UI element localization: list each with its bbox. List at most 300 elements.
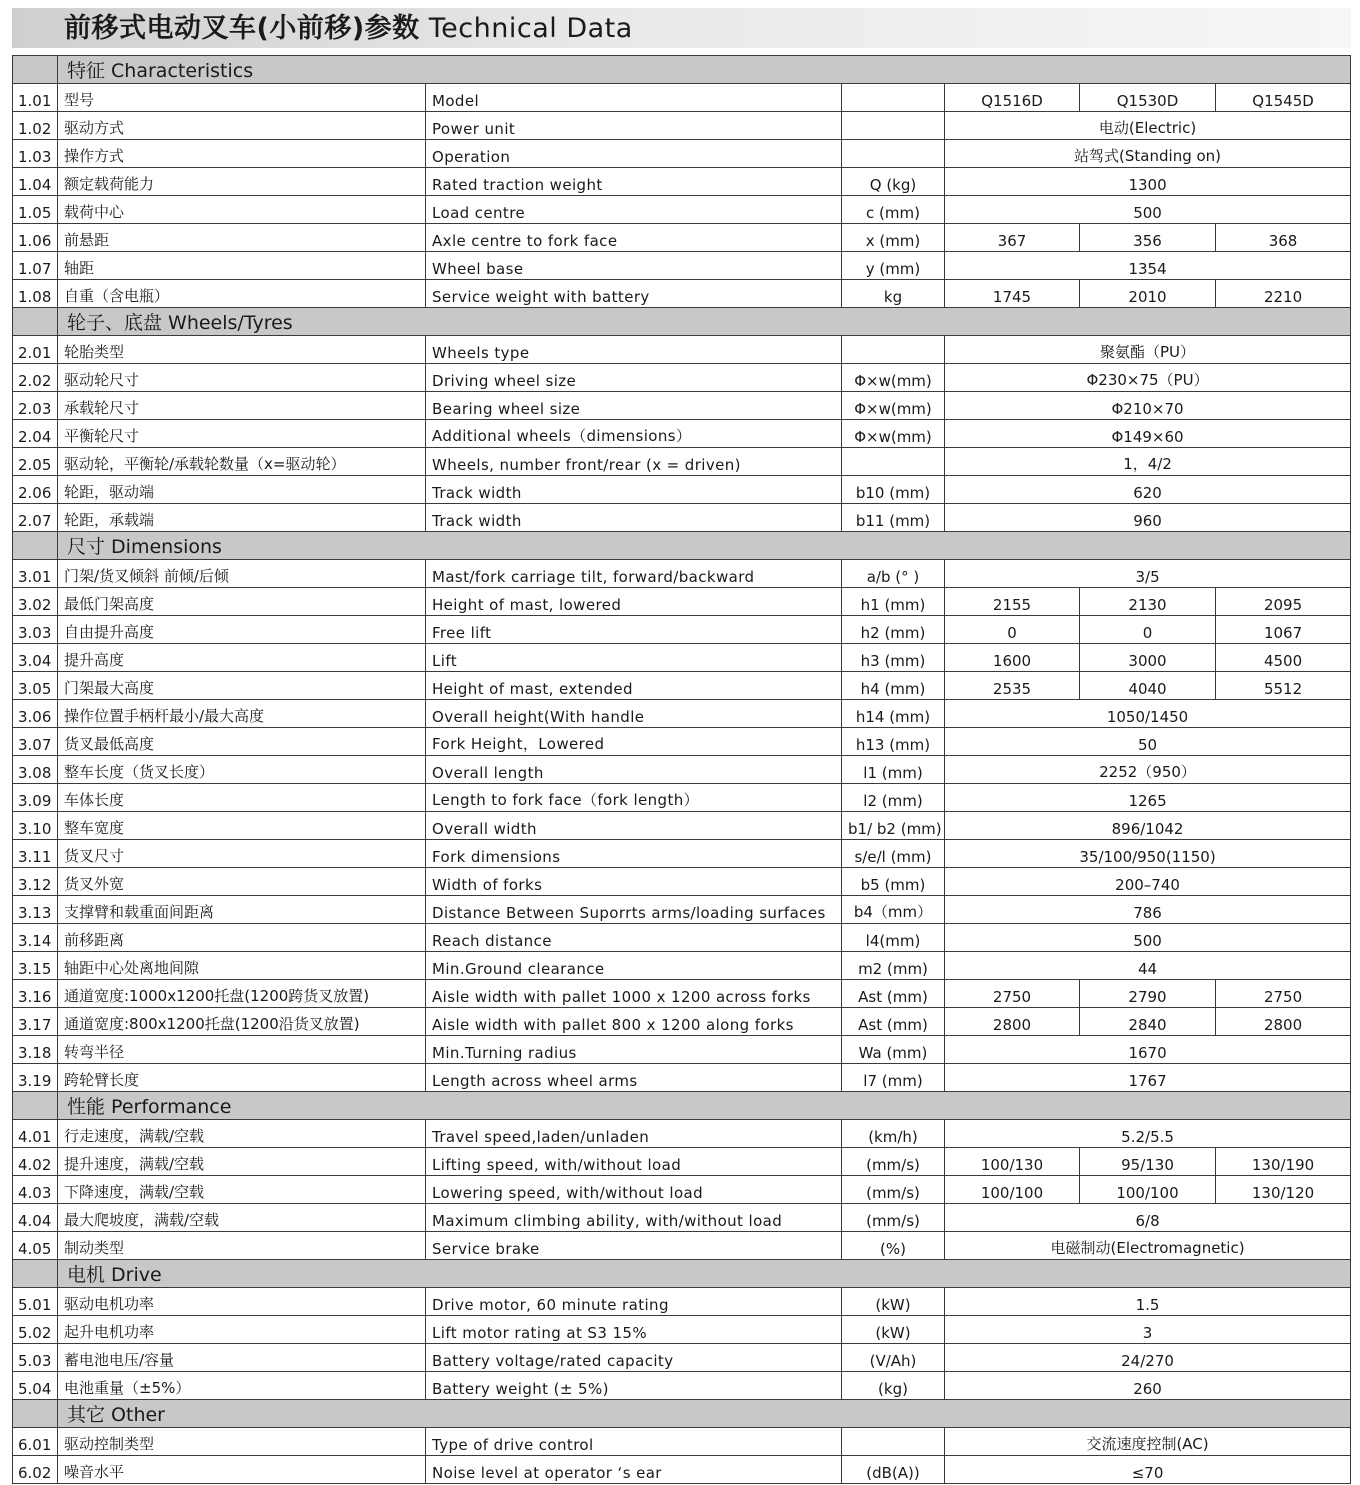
table-row xyxy=(13,420,1351,448)
row-label-en: Fork Height，Lowered xyxy=(426,728,842,756)
table-row xyxy=(13,84,1351,112)
row-number: 3.05 xyxy=(13,672,58,700)
row-label-en: Aisle width with pallet 1000 x 1200 across forks xyxy=(426,980,842,1008)
row-number: 3.17 xyxy=(13,1008,58,1036)
row-unit xyxy=(842,1428,945,1456)
table-row xyxy=(13,196,1351,224)
row-number: 3.01 xyxy=(13,560,58,588)
row-value: 0 xyxy=(1080,616,1216,644)
row-label-en: Wheel base xyxy=(426,252,842,280)
row-label-en: Aisle width with pallet 800 x 1200 along forks xyxy=(426,1008,842,1036)
row-value: 500 xyxy=(945,924,1351,952)
row-number: 2.03 xyxy=(13,392,58,420)
table-row xyxy=(13,448,1351,476)
row-label-cn: 下降速度，满载/空载 xyxy=(58,1176,426,1204)
row-value: 3 xyxy=(945,1316,1351,1344)
row-value: 1354 xyxy=(945,252,1351,280)
table-row xyxy=(13,588,1351,616)
row-label-en: Wheels type xyxy=(426,336,842,364)
row-label-cn: 轮距，驱动端 xyxy=(58,476,426,504)
row-number: 5.04 xyxy=(13,1372,58,1400)
row-number: 1.07 xyxy=(13,252,58,280)
row-unit: Ast (mm) xyxy=(842,980,945,1008)
row-label-cn: 通道宽度:800x1200托盘(1200沿货叉放置) xyxy=(58,1008,426,1036)
section-header xyxy=(13,532,1351,560)
row-value: 1，4/2 xyxy=(945,448,1351,476)
table-row xyxy=(13,1232,1351,1260)
row-label-cn: 支撑臂和载重面间距离 xyxy=(58,896,426,924)
row-label-en: Height of mast, lowered xyxy=(426,588,842,616)
row-number: 4.02 xyxy=(13,1148,58,1176)
row-label-en: Load centre xyxy=(426,196,842,224)
row-label-en: Maximum climbing ability, with/without load xyxy=(426,1204,842,1232)
row-number: 4.04 xyxy=(13,1204,58,1232)
section-header-blank xyxy=(13,56,58,84)
row-label-cn: 操作位置手柄杆最小/最大高度 xyxy=(58,700,426,728)
row-unit: l1 (mm) xyxy=(842,756,945,784)
row-unit: b4（mm） xyxy=(842,896,945,924)
row-value: 1.5 xyxy=(945,1288,1351,1316)
section-title: 性能 Performance xyxy=(58,1092,1351,1120)
row-number: 3.06 xyxy=(13,700,58,728)
row-label-en: Fork dimensions xyxy=(426,840,842,868)
row-number: 4.03 xyxy=(13,1176,58,1204)
row-number: 3.13 xyxy=(13,896,58,924)
row-unit: c (mm) xyxy=(842,196,945,224)
row-label-cn: 制动类型 xyxy=(58,1232,426,1260)
title-bar xyxy=(12,8,1351,48)
row-unit: (kg) xyxy=(842,1372,945,1400)
row-label-en: Width of forks xyxy=(426,868,842,896)
row-label-en: Free lift xyxy=(426,616,842,644)
row-label-en: Length to fork face（fork length） xyxy=(426,784,842,812)
table-row xyxy=(13,336,1351,364)
row-number: 2.07 xyxy=(13,504,58,532)
row-unit xyxy=(842,84,945,112)
row-value: 聚氨酯（PU） xyxy=(945,336,1351,364)
table-row xyxy=(13,700,1351,728)
row-unit xyxy=(842,336,945,364)
row-value: 100/100 xyxy=(1080,1176,1216,1204)
row-label-en: Mast/fork carriage tilt, forward/backward xyxy=(426,560,842,588)
table-row xyxy=(13,1148,1351,1176)
section-header xyxy=(13,308,1351,336)
row-label-en: Power unit xyxy=(426,112,842,140)
row-label-cn: 自重（含电瓶） xyxy=(58,280,426,308)
table-row xyxy=(13,952,1351,980)
row-unit: y (mm) xyxy=(842,252,945,280)
row-value: 2130 xyxy=(1080,588,1216,616)
row-label-cn: 蓄电池电压/容量 xyxy=(58,1344,426,1372)
row-unit: Ast (mm) xyxy=(842,1008,945,1036)
table-row xyxy=(13,1064,1351,1092)
row-value: 2252（950） xyxy=(945,756,1351,784)
table-row xyxy=(13,504,1351,532)
row-unit: x (mm) xyxy=(842,224,945,252)
row-value: 5.2/5.5 xyxy=(945,1120,1351,1148)
table-row xyxy=(13,616,1351,644)
row-number: 1.02 xyxy=(13,112,58,140)
row-value: 2010 xyxy=(1080,280,1216,308)
row-value: 95/130 xyxy=(1080,1148,1216,1176)
row-label-cn: 驱动电机功率 xyxy=(58,1288,426,1316)
row-value: 3/5 xyxy=(945,560,1351,588)
section-header-blank xyxy=(13,1092,58,1120)
section-header-blank xyxy=(13,308,58,336)
table-row xyxy=(13,112,1351,140)
row-value: 0 xyxy=(945,616,1080,644)
row-label-en: Height of mast, extended xyxy=(426,672,842,700)
row-label-en: Service weight with battery xyxy=(426,280,842,308)
row-unit: m2 (mm) xyxy=(842,952,945,980)
row-label-en: Overall length xyxy=(426,756,842,784)
row-label-cn: 货叉最低高度 xyxy=(58,728,426,756)
row-unit: (km/h) xyxy=(842,1120,945,1148)
table-row xyxy=(13,560,1351,588)
row-label-cn: 平衡轮尺寸 xyxy=(58,420,426,448)
row-value: 1767 xyxy=(945,1064,1351,1092)
row-label-cn: 提升高度 xyxy=(58,644,426,672)
row-number: 5.01 xyxy=(13,1288,58,1316)
row-label-cn: 轮距，承载端 xyxy=(58,504,426,532)
section-header xyxy=(13,56,1351,84)
row-value: 50 xyxy=(945,728,1351,756)
row-unit: (mm/s) xyxy=(842,1176,945,1204)
section-header-blank xyxy=(13,1400,58,1428)
row-unit xyxy=(842,112,945,140)
table-row xyxy=(13,224,1351,252)
row-value: 620 xyxy=(945,476,1351,504)
row-label-en: Travel speed,laden/unladen xyxy=(426,1120,842,1148)
row-value: ≤70 xyxy=(945,1456,1351,1484)
row-label-en: Reach distance xyxy=(426,924,842,952)
row-unit: b11 (mm) xyxy=(842,504,945,532)
row-unit: Φ×w(mm) xyxy=(842,392,945,420)
row-value: 896/1042 xyxy=(945,812,1351,840)
row-label-cn: 前悬距 xyxy=(58,224,426,252)
table-row xyxy=(13,1456,1351,1484)
row-unit: h3 (mm) xyxy=(842,644,945,672)
row-number: 3.07 xyxy=(13,728,58,756)
row-unit: b1/ b2 (mm) xyxy=(842,812,945,840)
row-label-cn: 承载轮尺寸 xyxy=(58,392,426,420)
row-label-cn: 整车长度（货叉长度） xyxy=(58,756,426,784)
table-row xyxy=(13,252,1351,280)
row-number: 3.08 xyxy=(13,756,58,784)
row-value: 6/8 xyxy=(945,1204,1351,1232)
row-value: Q1530D xyxy=(1080,84,1216,112)
row-label-cn: 起升电机功率 xyxy=(58,1316,426,1344)
row-value: Φ230×75（PU） xyxy=(945,364,1351,392)
table-row xyxy=(13,812,1351,840)
row-value: Φ210×70 xyxy=(945,392,1351,420)
row-label-cn: 噪音水平 xyxy=(58,1456,426,1484)
row-label-en: Overall width xyxy=(426,812,842,840)
row-number: 3.14 xyxy=(13,924,58,952)
row-label-en: Min.Ground clearance xyxy=(426,952,842,980)
row-value: 44 xyxy=(945,952,1351,980)
section-title: 尺寸 Dimensions xyxy=(58,532,1351,560)
row-number: 6.02 xyxy=(13,1456,58,1484)
row-label-en: Wheels, number front/rear (x = driven) xyxy=(426,448,842,476)
section-title: 其它 Other xyxy=(58,1400,1351,1428)
row-label-cn: 行走速度，满载/空载 xyxy=(58,1120,426,1148)
table-row xyxy=(13,364,1351,392)
row-label-cn: 操作方式 xyxy=(58,140,426,168)
row-value: 2800 xyxy=(1216,1008,1351,1036)
row-value: 站驾式(Standing on) xyxy=(945,140,1351,168)
row-unit: a/b (° ) xyxy=(842,560,945,588)
table-row xyxy=(13,1008,1351,1036)
row-label-cn: 驱动轮尺寸 xyxy=(58,364,426,392)
row-value: 35/100/950(1150) xyxy=(945,840,1351,868)
row-label-cn: 轮胎类型 xyxy=(58,336,426,364)
row-unit xyxy=(842,448,945,476)
row-number: 3.03 xyxy=(13,616,58,644)
row-label-cn: 车体长度 xyxy=(58,784,426,812)
row-value: 1050/1450 xyxy=(945,700,1351,728)
row-number: 3.02 xyxy=(13,588,58,616)
row-value: 100/100 xyxy=(945,1176,1080,1204)
row-unit: Wa (mm) xyxy=(842,1036,945,1064)
row-number: 4.05 xyxy=(13,1232,58,1260)
row-label-cn: 提升速度，满载/空载 xyxy=(58,1148,426,1176)
row-label-en: Type of drive control xyxy=(426,1428,842,1456)
row-number: 1.03 xyxy=(13,140,58,168)
row-value: 130/120 xyxy=(1216,1176,1351,1204)
row-unit: h2 (mm) xyxy=(842,616,945,644)
row-value: Q1516D xyxy=(945,84,1080,112)
row-number: 3.19 xyxy=(13,1064,58,1092)
title-en: Technical Data xyxy=(428,13,633,44)
row-number: 3.10 xyxy=(13,812,58,840)
row-value: 2840 xyxy=(1080,1008,1216,1036)
row-value: 5512 xyxy=(1216,672,1351,700)
row-unit: l2 (mm) xyxy=(842,784,945,812)
row-unit: (dB(A)) xyxy=(842,1456,945,1484)
spec-table-body xyxy=(13,56,1351,1484)
row-label-cn: 货叉尺寸 xyxy=(58,840,426,868)
row-unit: (%) xyxy=(842,1232,945,1260)
table-row xyxy=(13,1344,1351,1372)
row-unit: s/e/l (mm) xyxy=(842,840,945,868)
row-number: 2.01 xyxy=(13,336,58,364)
row-label-en: Lowering speed, with/without load xyxy=(426,1176,842,1204)
table-row xyxy=(13,280,1351,308)
section-title: 轮子、底盘 Wheels/Tyres xyxy=(58,308,1351,336)
row-label-en: Axle centre to fork face xyxy=(426,224,842,252)
row-number: 1.01 xyxy=(13,84,58,112)
table-row xyxy=(13,1316,1351,1344)
row-value: 2095 xyxy=(1216,588,1351,616)
row-value: 100/130 xyxy=(945,1148,1080,1176)
table-row xyxy=(13,728,1351,756)
table-row xyxy=(13,644,1351,672)
table-row xyxy=(13,980,1351,1008)
table-row xyxy=(13,896,1351,924)
row-label-en: Lift motor rating at S3 15% xyxy=(426,1316,842,1344)
row-number: 5.02 xyxy=(13,1316,58,1344)
row-number: 1.04 xyxy=(13,168,58,196)
row-label-cn: 型号 xyxy=(58,84,426,112)
row-unit: (kW) xyxy=(842,1316,945,1344)
row-label-en: Rated traction weight xyxy=(426,168,842,196)
row-unit: (V/Ah) xyxy=(842,1344,945,1372)
row-label-en: Drive motor, 60 minute rating xyxy=(426,1288,842,1316)
row-number: 1.06 xyxy=(13,224,58,252)
row-unit: Q (kg) xyxy=(842,168,945,196)
section-header xyxy=(13,1092,1351,1120)
row-label-cn: 驱动轮，平衡轮/承载轮数量（x=驱动轮） xyxy=(58,448,426,476)
row-number: 3.16 xyxy=(13,980,58,1008)
row-label-en: Model xyxy=(426,84,842,112)
row-value: 24/270 xyxy=(945,1344,1351,1372)
table-row xyxy=(13,392,1351,420)
row-label-cn: 轴距中心处离地间隙 xyxy=(58,952,426,980)
row-number: 2.04 xyxy=(13,420,58,448)
table-row xyxy=(13,1204,1351,1232)
section-title: 电机 Drive xyxy=(58,1260,1351,1288)
row-unit: h13 (mm) xyxy=(842,728,945,756)
table-row xyxy=(13,140,1351,168)
row-value: 2800 xyxy=(945,1008,1080,1036)
row-value: 2750 xyxy=(1216,980,1351,1008)
row-value: 786 xyxy=(945,896,1351,924)
row-label-en: Noise level at operator ‘s ear xyxy=(426,1456,842,1484)
row-unit: Φ×w(mm) xyxy=(842,364,945,392)
row-label-en: Additional wheels（dimensions） xyxy=(426,420,842,448)
section-header xyxy=(13,1400,1351,1428)
row-value: 电磁制动(Electromagnetic) xyxy=(945,1232,1351,1260)
title-cn: 前移式电动叉车(小前移)参数 xyxy=(64,13,420,44)
row-label-cn: 转弯半径 xyxy=(58,1036,426,1064)
row-number: 3.12 xyxy=(13,868,58,896)
row-number: 3.04 xyxy=(13,644,58,672)
table-row xyxy=(13,784,1351,812)
table-row xyxy=(13,1428,1351,1456)
row-label-en: Operation xyxy=(426,140,842,168)
row-value: 交流速度控制(AC) xyxy=(945,1428,1351,1456)
table-row xyxy=(13,168,1351,196)
row-value: 1670 xyxy=(945,1036,1351,1064)
row-value: 260 xyxy=(945,1372,1351,1400)
table-row xyxy=(13,1036,1351,1064)
row-label-cn: 货叉外宽 xyxy=(58,868,426,896)
row-label-cn: 最低门架高度 xyxy=(58,588,426,616)
row-number: 6.01 xyxy=(13,1428,58,1456)
row-value: 1067 xyxy=(1216,616,1351,644)
row-label-en: Track width xyxy=(426,476,842,504)
table-row xyxy=(13,840,1351,868)
section-header-blank xyxy=(13,1260,58,1288)
row-unit: h14 (mm) xyxy=(842,700,945,728)
row-number: 5.03 xyxy=(13,1344,58,1372)
row-unit: Φ×w(mm) xyxy=(842,420,945,448)
row-number: 2.02 xyxy=(13,364,58,392)
row-label-en: Battery weight (± 5%) xyxy=(426,1372,842,1400)
table-row xyxy=(13,1120,1351,1148)
row-number: 1.08 xyxy=(13,280,58,308)
row-value: 3000 xyxy=(1080,644,1216,672)
row-label-en: Driving wheel size xyxy=(426,364,842,392)
row-value: 960 xyxy=(945,504,1351,532)
row-value: 368 xyxy=(1216,224,1351,252)
row-number: 2.06 xyxy=(13,476,58,504)
row-unit: h4 (mm) xyxy=(842,672,945,700)
row-value: 1265 xyxy=(945,784,1351,812)
row-value: 4040 xyxy=(1080,672,1216,700)
row-unit: h1 (mm) xyxy=(842,588,945,616)
row-unit xyxy=(842,140,945,168)
row-unit: b10 (mm) xyxy=(842,476,945,504)
row-label-en: Bearing wheel size xyxy=(426,392,842,420)
row-label-cn: 驱动控制类型 xyxy=(58,1428,426,1456)
row-value: 4500 xyxy=(1216,644,1351,672)
row-value: Q1545D xyxy=(1216,84,1351,112)
row-value: 1745 xyxy=(945,280,1080,308)
row-unit: l7 (mm) xyxy=(842,1064,945,1092)
row-label-en: Track width xyxy=(426,504,842,532)
row-number: 3.15 xyxy=(13,952,58,980)
row-value: 130/190 xyxy=(1216,1148,1351,1176)
row-value: 2535 xyxy=(945,672,1080,700)
section-header-blank xyxy=(13,532,58,560)
table-row xyxy=(13,868,1351,896)
section-header xyxy=(13,1260,1351,1288)
row-unit: (mm/s) xyxy=(842,1204,945,1232)
row-number: 2.05 xyxy=(13,448,58,476)
row-label-cn: 整车宽度 xyxy=(58,812,426,840)
row-label-cn: 门架/货叉倾斜 前倾/后倾 xyxy=(58,560,426,588)
row-unit: (mm/s) xyxy=(842,1148,945,1176)
table-row xyxy=(13,924,1351,952)
row-label-en: Battery voltage/rated capacity xyxy=(426,1344,842,1372)
row-label-en: Distance Between Suporrts arms/loading surfaces xyxy=(426,896,842,924)
row-label-cn: 电池重量（±5%） xyxy=(58,1372,426,1400)
row-unit: b5 (mm) xyxy=(842,868,945,896)
row-value: 500 xyxy=(945,196,1351,224)
row-value: 1300 xyxy=(945,168,1351,196)
row-value: 2790 xyxy=(1080,980,1216,1008)
row-label-cn: 驱动方式 xyxy=(58,112,426,140)
table-row xyxy=(13,1176,1351,1204)
row-value: 1600 xyxy=(945,644,1080,672)
row-label-cn: 载荷中心 xyxy=(58,196,426,224)
row-value: 200–740 xyxy=(945,868,1351,896)
row-label-en: Overall height(With handle xyxy=(426,700,842,728)
row-label-en: Service brake xyxy=(426,1232,842,1260)
row-value: 2750 xyxy=(945,980,1080,1008)
row-unit: kg xyxy=(842,280,945,308)
table-row xyxy=(13,756,1351,784)
section-title: 特征 Characteristics xyxy=(58,56,1351,84)
row-label-en: Lift xyxy=(426,644,842,672)
row-number: 3.18 xyxy=(13,1036,58,1064)
row-label-cn: 最大爬坡度，满载/空载 xyxy=(58,1204,426,1232)
row-label-cn: 轴距 xyxy=(58,252,426,280)
spec-table xyxy=(12,55,1351,1484)
row-unit: (kW) xyxy=(842,1288,945,1316)
row-unit: l4(mm) xyxy=(842,924,945,952)
row-label-en: Min.Turning radius xyxy=(426,1036,842,1064)
row-label-cn: 自由提升高度 xyxy=(58,616,426,644)
row-value: 2155 xyxy=(945,588,1080,616)
row-number: 3.09 xyxy=(13,784,58,812)
row-label-en: Lifting speed, with/without load xyxy=(426,1148,842,1176)
row-value: 2210 xyxy=(1216,280,1351,308)
table-row xyxy=(13,1288,1351,1316)
row-value: 电动(Electric) xyxy=(945,112,1351,140)
